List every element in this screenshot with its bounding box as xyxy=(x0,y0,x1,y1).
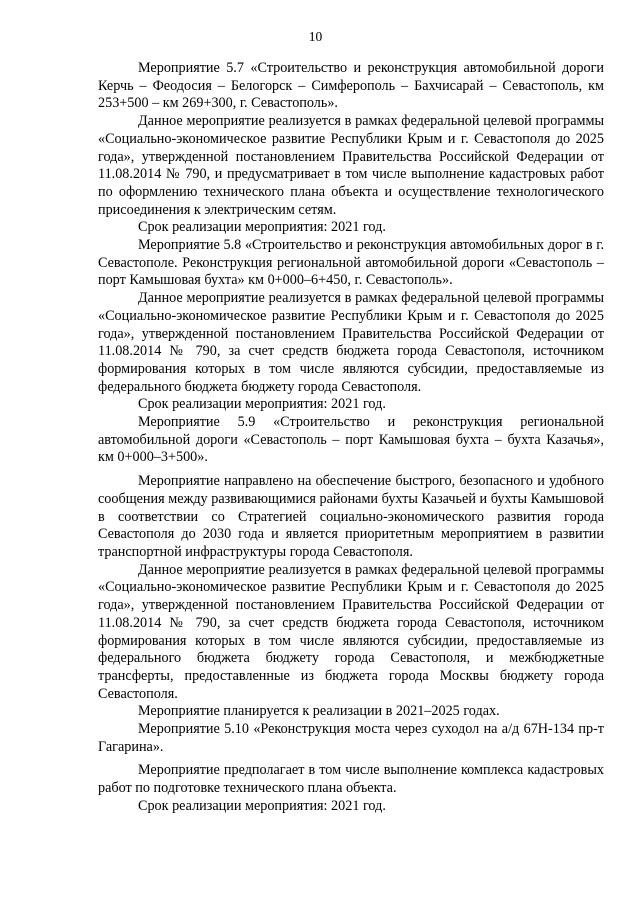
paragraph-measure-5-9-term: Мероприятие планируется к реализации в 2021–2025 годах. xyxy=(138,703,500,720)
page-number: 10 xyxy=(308,29,323,44)
paragraph-measure-5-8-description: Данное мероприятие реализуется в рамках федеральной целевой программы «Социально-экономическое развитие Республики Крым и г. Севастополя до 2025 года», утвержденной постановлением Правительства Российской Федерации от 11.08.2014 № 790, за счет средств бюджета города Севастополя, источником формирования которых в том числе являются субсидии, предоставляемые из федерального бюджета бюджету города Севастополя. xyxy=(98,290,604,395)
paragraph-measure-5-8-title: Мероприятие 5.8 «Строительство и реконструкция автомобильных дорог в г. Севастополе. Реконструкция региональной автомобильной дороги «Севастополь – порт Камышовая бухта» км 0+000–6+450, г. Севастополь». xyxy=(98,237,604,289)
paragraph-measure-5-9-description: Данное мероприятие реализуется в рамках федеральной целевой программы «Социально-экономическое развитие Республики Крым и г. Севастополя до 2025 года», утвержденной постановлением Правительства Российской Федерации от 11.08.2014 № 790, за счет средств бюджета города Севастополя, источником формирования которых в том числе являются субсидии, предоставляемые из федерального бюджета бюджету города Севастополя, и межбюджетные трансферты, предоставленные из бюджета города Москвы бюджету города Севастополя. xyxy=(98,561,604,702)
paragraph-measure-5-9-purpose: Мероприятие направлено на обеспечение быстрого, безопасного и удобного сообщения между развивающимися районами бухты Казачьей и бухты Камышовой в соответствии со Стратегией социально-экономического развития города Севастополя до 2030 года и является приоритетным мероприятием в развитии транспортной инфраструктуры города Севастополя. xyxy=(98,473,604,560)
document-body xyxy=(98,60,604,816)
paragraph-measure-5-7-title: Мероприятие 5.7 «Строительство и реконструкция автомобильной дороги Керчь – Феодосия – Белогорск – Симферополь – Бахчисарай – Севастополь, км 253+500 – км 269+300, г. Севастополь». xyxy=(98,60,604,112)
paragraph-measure-5-10-term: Срок реализации мероприятия: 2021 год. xyxy=(138,797,386,814)
paragraph-measure-5-7-description: Данное мероприятие реализуется в рамках федеральной целевой программы «Социально-экономическое развитие Республики Крым и г. Севастополя до 2025 года», утвержденной постановлением Правительства Российской Федерации от 11.08.2014 № 790, и предусматривает в том числе выполнение кадастровых работ по оформлению технического плана объекта и осуществление технологического присоединения к электрическим сетям. xyxy=(98,113,604,218)
paragraph-measure-5-9-title: Мероприятие 5.9 «Строительство и реконструкция региональной автомобильной дороги «Севастополь – порт Камышовая бухта – бухта Казачья», км 0+000–3+500». xyxy=(98,414,604,466)
paragraph-measure-5-10-title: Мероприятие 5.10 «Реконструкция моста через суходол на а/д 67Н-134 пр-т Гагарина». xyxy=(98,721,604,755)
paragraph-measure-5-10-description: Мероприятие предполагает в том числе выполнение комплекса кадастровых работ по подготовке технического плана объекта. xyxy=(98,762,604,797)
paragraph-measure-5-8-term: Срок реализации мероприятия: 2021 год. xyxy=(138,396,386,413)
paragraph-measure-5-7-term: Срок реализации мероприятия: 2021 год. xyxy=(138,219,386,236)
